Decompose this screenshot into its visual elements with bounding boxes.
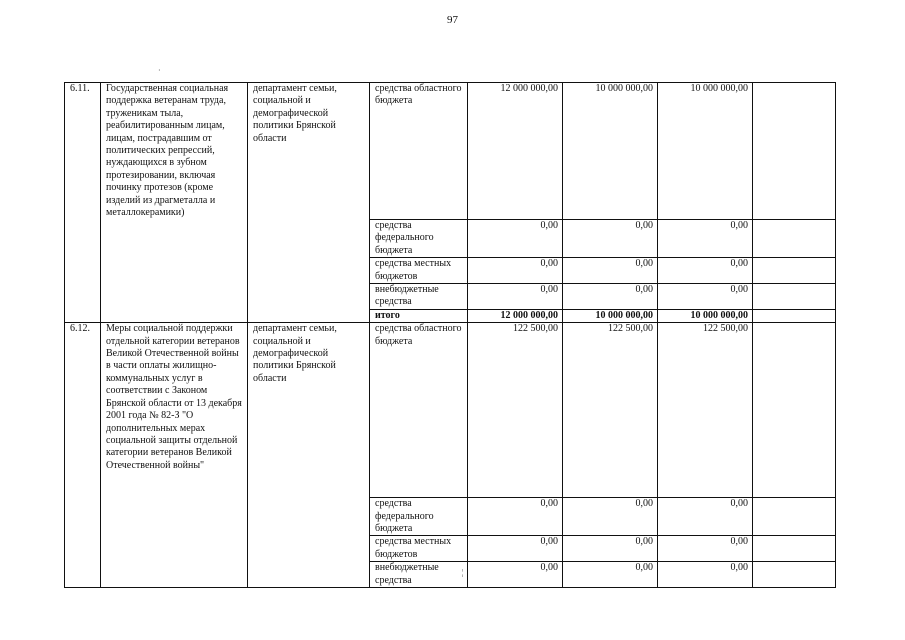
measure-name: Меры социальной поддержки отдельной категории ветеранов Великой Отечественной войны в части оплаты жилищно-коммунальных услуг в соответствии с Законом Брянской области от 13 декабря 2001 года № 82-З "О дополнительных мерах социальной защиты отдельной категории ветеранов Великой Отечественной войны": [101, 323, 248, 588]
empty-cell: [753, 220, 836, 258]
amount-year-1: 12 000 000,00: [468, 83, 563, 220]
amount-year-3: 0,00: [658, 562, 753, 588]
total-year-1: 12 000 000,00: [468, 309, 563, 322]
funding-source: внебюджетные средства: [370, 562, 468, 588]
amount-year-3: 0,00: [658, 498, 753, 536]
funding-source: средства областного бюджета: [370, 323, 468, 498]
amount-year-2: 0,00: [563, 536, 658, 562]
amount-year-1: 0,00: [468, 562, 563, 588]
executor: департамент семьи, социальной и демографической политики Брянской области: [248, 323, 370, 588]
amount-year-3: 0,00: [658, 284, 753, 310]
row-index: 6.12.: [65, 323, 101, 588]
amount-year-2: 10 000 000,00: [563, 83, 658, 220]
empty-cell: [753, 309, 836, 322]
amount-year-2: 0,00: [563, 498, 658, 536]
total-year-2: 10 000 000,00: [563, 309, 658, 322]
row-index: 6.11.: [65, 83, 101, 323]
amount-year-2: 0,00: [563, 284, 658, 310]
amount-year-2: 0,00: [563, 562, 658, 588]
amount-year-3: 0,00: [658, 536, 753, 562]
funding-source: внебюджетные средства: [370, 284, 468, 310]
funding-source-total: итого: [370, 309, 468, 322]
funding-source: средства областного бюджета: [370, 83, 468, 220]
funding-source: средства местных бюджетов: [370, 536, 468, 562]
amount-year-1: 0,00: [468, 498, 563, 536]
program-funding-table: [64, 82, 836, 588]
amount-year-1: 0,00: [468, 536, 563, 562]
table-row: [65, 83, 836, 220]
empty-cell: [753, 323, 836, 498]
table-row: [65, 323, 836, 498]
amount-year-3: 10 000 000,00: [658, 83, 753, 220]
funding-source: средства федерального бюджета: [370, 498, 468, 536]
executor: департамент семьи, социальной и демографической политики Брянской области: [248, 83, 370, 323]
empty-cell: [753, 83, 836, 220]
empty-cell: [753, 498, 836, 536]
amount-year-3: 0,00: [658, 220, 753, 258]
funding-source: средства местных бюджетов: [370, 258, 468, 284]
amount-year-3: 122 500,00: [658, 323, 753, 498]
funding-source: средства федерального бюджета: [370, 220, 468, 258]
amount-year-2: 0,00: [563, 220, 658, 258]
amount-year-1: 0,00: [468, 284, 563, 310]
amount-year-1: 122 500,00: [468, 323, 563, 498]
amount-year-1: 0,00: [468, 258, 563, 284]
scan-speck: ¦: [462, 568, 464, 577]
empty-cell: [753, 536, 836, 562]
scan-speck: ·: [158, 66, 161, 75]
total-year-3: 10 000 000,00: [658, 309, 753, 322]
amount-year-1: 0,00: [468, 220, 563, 258]
empty-cell: [753, 258, 836, 284]
empty-cell: [753, 284, 836, 310]
page-number: 97: [447, 14, 458, 26]
measure-name: Государственная социальная поддержка ветеранам труда, труженикам тыла, реабилитированным лицам, лицам, пострадавшим от политических репрессий, нуждающихся в зубном протезировании, включая починку протезов (кроме изделий из драгметалла и металлокерамики): [101, 83, 248, 323]
amount-year-2: 0,00: [563, 258, 658, 284]
amount-year-3: 0,00: [658, 258, 753, 284]
empty-cell: [753, 562, 836, 588]
amount-year-2: 122 500,00: [563, 323, 658, 498]
